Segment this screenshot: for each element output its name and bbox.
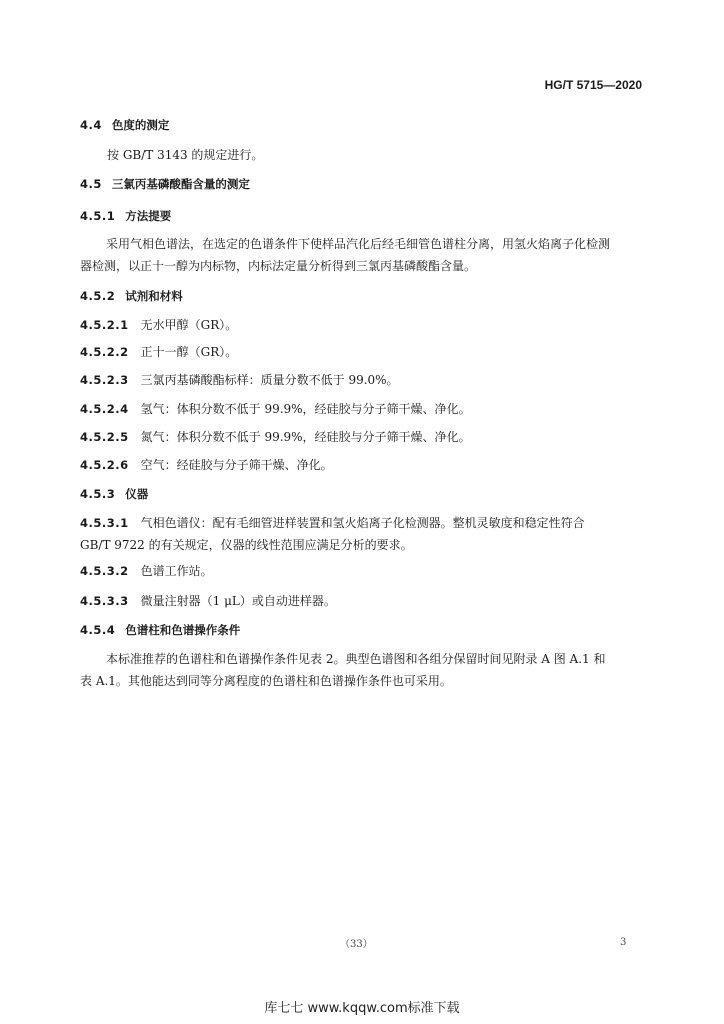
instrument-item [80,562,213,579]
item-number: 4.5.3.2 [80,564,129,578]
page-number-right: 3 [620,937,627,948]
section-number: 4.4 [80,118,102,132]
item-number: 4.5.2.2 [80,345,129,359]
section-number: 4.5.4 [80,623,116,637]
item-number: 4.5.2.3 [80,373,129,387]
standard-code: HG/T 5715—2020 [544,78,642,92]
paragraph-line: 表 A.1。其他能达到同等分离程度的色谱柱和色谱操作条件也可采用。 [80,674,452,688]
section-4-4-heading [80,117,169,133]
item-number: 4.5.2.1 [80,318,129,332]
section-4-5-1-heading [80,208,171,224]
item-text: 气相色谱仪：配有毛细管进样装置和氢火焰离子化检测器。整机灵敏度和稳定性符合 [140,516,585,530]
paragraph-line: 器检测，以正十一醇为内标物，内标法定量分析得到三氯丙基磷酸酯含量。 [80,259,477,273]
item-number: 4.5.2.5 [80,430,129,444]
instrument-item [80,592,336,609]
reagent-item [80,456,333,473]
item-text: 色谱工作站。 [140,564,213,578]
instrument-item-paragraph [80,512,644,556]
section-number: 4.5.2 [80,289,116,303]
item-text: 微量注射器（1 μL）或自动进样器。 [140,594,336,608]
watermark-footer: 库七七 www.kqqw.com标准下载 [264,1001,460,1016]
section-title: 仪器 [125,487,149,501]
item-text: 正十一醇（GR）。 [140,345,238,359]
section-number: 4.5.3 [80,487,116,501]
item-text: 空气：经硅胶与分子筛干燥、净化。 [140,458,333,472]
section-number: 4.5.1 [80,209,116,223]
item-text: 三氯丙基磷酸酯标样：质量分数不低于 99.0%。 [140,373,399,387]
section-number: 4.5 [80,177,102,191]
section-4-5-2-heading [80,288,183,304]
reagent-item [80,400,471,417]
item-number: 4.5.3.1 [80,516,129,530]
reagent-item [80,371,399,388]
paragraph-line: 本标准推荐的色谱柱和色谱操作条件见表 2。典型色谱图和各组分保留时间见附录 A 图 A.1 和 [106,652,606,666]
reagent-item [80,316,237,333]
paragraph-line: GB/T 9722 的有关规定，仪器的线性范围应满足分析的要求。 [80,538,413,552]
section-title: 色谱柱和色谱操作条件 [125,623,241,637]
item-number: 4.5.2.4 [80,402,129,416]
item-text: 氮气：体积分数不低于 99.9%，经硅胶与分子筛干燥、净化。 [140,430,471,444]
reagent-item [80,428,471,445]
section-4-4-text: 按 GB/T 3143 的规定进行。 [107,148,264,162]
column-conditions-paragraph [80,648,644,692]
paragraph-line [80,512,644,534]
paragraph-line: 采用气相色谱法，在选定的色谱条件下使样品汽化后经毛细管色谱柱分离，用氢火焰离子化检测 [106,237,611,251]
method-summary-paragraph [80,233,644,277]
section-4-5-4-heading [80,622,240,638]
section-4-5-3-heading [80,486,148,502]
page-number-center: （33） [340,939,373,950]
item-text: 无水甲醇（GR）。 [140,318,238,332]
reagent-item [80,343,237,360]
section-title: 方法提要 [125,209,172,223]
item-text: 氢气：体积分数不低于 99.9%，经硅胶与分子筛干燥、净化。 [140,402,471,416]
item-number: 4.5.3.3 [80,594,129,608]
section-4-5-heading [80,176,250,192]
item-number: 4.5.2.6 [80,458,129,472]
section-title: 色度的测定 [111,118,170,132]
section-title: 三氯丙基磷酸酯含量的测定 [111,177,250,191]
section-title: 试剂和材料 [125,289,183,303]
